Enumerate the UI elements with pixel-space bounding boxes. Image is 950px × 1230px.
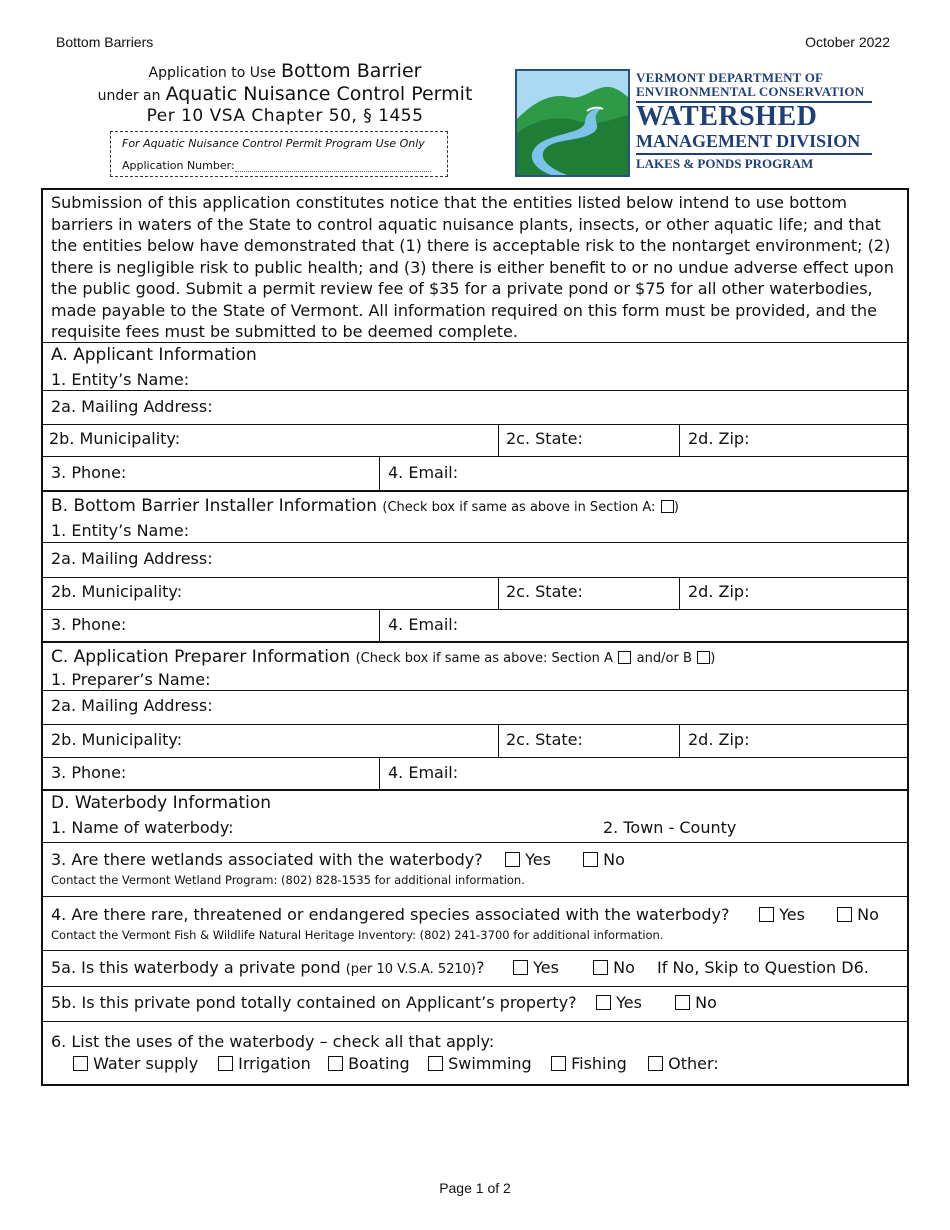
- d-q5b-no-option[interactable]: [675, 993, 717, 1012]
- use-fishing-option[interactable]: [551, 1054, 627, 1073]
- d-q3-no-checkbox[interactable]: [583, 852, 598, 867]
- a-entity-name-label: 1. Entity’s Name:: [51, 370, 190, 389]
- d-q4-note: Contact the Vermont Fish & Wildlife Natural Heritage Inventory: (802) 241-3700 for additional information.: [51, 928, 664, 942]
- use-boating-checkbox[interactable]: [328, 1056, 343, 1071]
- use-other-option[interactable]: [648, 1054, 719, 1073]
- logo-division: MANAGEMENT DIVISION: [636, 131, 861, 151]
- intro-row: [43, 190, 907, 343]
- use-other-label: Other:: [668, 1054, 719, 1073]
- d-q3-row: [43, 843, 907, 897]
- a-email-label: 4. Email:: [388, 463, 459, 482]
- vt-dec-logo: [515, 69, 875, 179]
- d-q4-no-checkbox[interactable]: [837, 907, 852, 922]
- d-q3-yes-label: Yes: [525, 850, 551, 869]
- section-c-title: C. Application Preparer Information: [51, 647, 351, 667]
- title-prefix-2: under an: [97, 87, 161, 104]
- c-same-note: (Check box if same as above: Section A: [355, 651, 613, 666]
- a-municipality-label: 2b. Municipality:: [49, 429, 181, 448]
- d-q4-yes-checkbox[interactable]: [759, 907, 774, 922]
- c-zip-label: 2d. Zip:: [688, 730, 750, 749]
- intro-text: Submission of this application constitutes notice that the entities listed below intend to use bottom barriers in waters of the State to control aquatic nuisance plants, insects, or other aquatic life; and that the entities below have demonstrated that (1) there is acceptable risk to the nontarget environment; (2) there is negligible risk to public health; and (3) there is either benefit to or no undue adverse effect upon the public good. Submit a permit review fee of $35 for a private pond or $75 for all other waterbodies, made payable to the State of Vermont. All information required on this form must be provided, and the requisite fees must be submitted to be deemed complete.: [51, 193, 894, 341]
- a-municipality-field[interactable]: [43, 425, 498, 456]
- use-fishing-checkbox[interactable]: [551, 1056, 566, 1071]
- application-number-label: Application Number:: [122, 159, 235, 172]
- c-phone-label: 3. Phone:: [51, 763, 127, 782]
- c-contact-row: [43, 758, 907, 791]
- title-statute: Per 10 VSA Chapter 50, § 1455: [146, 105, 424, 126]
- d-waterbody-name-label: 1. Name of waterbody:: [51, 818, 234, 837]
- c-address-row: [43, 725, 907, 758]
- b-state-label: 2c. State:: [506, 582, 583, 601]
- use-irrigation-checkbox[interactable]: [218, 1056, 233, 1071]
- logo-line-1: VERMONT DEPARTMENT OF: [636, 70, 824, 85]
- a-zip-label: 2d. Zip:: [688, 429, 750, 448]
- title-bottom-barrier: Bottom Barrier: [280, 60, 422, 82]
- c-municipality-label: 2b. Municipality:: [51, 730, 183, 749]
- b-zip-field[interactable]: [679, 578, 907, 609]
- c-municipality-field[interactable]: [43, 725, 498, 757]
- b-zip-label: 2d. Zip:: [688, 582, 750, 601]
- use-water-supply-label: Water supply: [93, 1054, 199, 1073]
- d-q4-no-option[interactable]: [837, 905, 879, 924]
- d-q4-yes-label: Yes: [779, 905, 805, 924]
- section-b-entity-row[interactable]: [43, 492, 907, 543]
- c-phone-field[interactable]: [43, 758, 379, 789]
- d-q5a-no-label: No: [613, 958, 635, 977]
- d-q5b-no-label: No: [695, 993, 717, 1012]
- use-irrigation-option[interactable]: [218, 1054, 311, 1073]
- c-email-field[interactable]: [379, 758, 907, 789]
- b-entity-name-label: 1. Entity’s Name:: [51, 521, 190, 540]
- a-contact-row: [43, 457, 907, 492]
- title-prefix-1: Application to Use: [148, 65, 276, 81]
- d-q5a-no-option[interactable]: [593, 958, 635, 977]
- b-mailing-row[interactable]: [43, 543, 907, 578]
- d-q5a-skip-note: If No, Skip to Question D6.: [657, 958, 869, 977]
- use-other-checkbox[interactable]: [648, 1056, 663, 1071]
- c-state-field[interactable]: [498, 725, 679, 757]
- use-boating-label: Boating: [348, 1054, 410, 1073]
- logo-program: LAKES & PONDS PROGRAM: [636, 156, 814, 171]
- c-same-close: ): [710, 651, 716, 666]
- d-q5b-yes-option[interactable]: [596, 993, 642, 1012]
- d-q5b-no-checkbox[interactable]: [675, 995, 690, 1010]
- d-q6-row: [43, 1022, 907, 1084]
- b-mailing-label: 2a. Mailing Address:: [51, 549, 213, 568]
- c-mailing-row[interactable]: [43, 691, 907, 725]
- d-q5a-label: 5a. Is this waterbody a private pond: [51, 958, 341, 977]
- section-c-title-line: [51, 647, 715, 667]
- b-address-row: [43, 578, 907, 610]
- page-number: Page 1 of 2: [439, 1180, 511, 1196]
- c-mailing-label: 2a. Mailing Address:: [51, 696, 213, 715]
- form-title: [60, 60, 510, 126]
- b-phone-label: 3. Phone:: [51, 615, 127, 634]
- a-state-field[interactable]: [498, 425, 679, 456]
- b-phone-field[interactable]: [43, 610, 379, 641]
- d-q5a-yes-label: Yes: [533, 958, 559, 977]
- section-b-title-line: [51, 496, 679, 516]
- office-use-label: For Aquatic Nuisance Control Permit Program Use Only: [122, 137, 425, 150]
- c-preparer-name-label: 1. Preparer’s Name:: [51, 670, 211, 689]
- logo-line-2: ENVIRONMENTAL CONSERVATION: [636, 84, 865, 99]
- c-same-as-b-checkbox[interactable]: [697, 651, 710, 664]
- b-municipality-label: 2b. Municipality:: [51, 582, 183, 601]
- a-phone-field[interactable]: [43, 457, 379, 490]
- a-phone-label: 3. Phone:: [51, 463, 127, 482]
- section-b-title: B. Bottom Barrier Installer Information: [51, 496, 377, 516]
- b-same-close: ): [673, 500, 679, 515]
- d-q4-yes-option[interactable]: [759, 905, 805, 924]
- use-water-supply-option[interactable]: [73, 1054, 198, 1073]
- c-same-as-a-checkbox[interactable]: [618, 651, 631, 664]
- d-q5a-yes-option[interactable]: [513, 958, 559, 977]
- d-q5a-row: [43, 951, 907, 987]
- section-d-name-row[interactable]: [43, 791, 907, 843]
- header-doc-name: Bottom Barriers: [56, 34, 154, 50]
- logo-text: [636, 71, 876, 173]
- d-q5a-no-checkbox[interactable]: [593, 960, 608, 975]
- c-email-label: 4. Email:: [388, 763, 459, 782]
- landscape-logo-icon: [515, 69, 630, 177]
- a-state-label: 2c. State:: [506, 429, 583, 448]
- use-boating-option[interactable]: [328, 1054, 410, 1073]
- d-q4-no-label: No: [857, 905, 879, 924]
- office-use-box: [110, 131, 448, 177]
- c-state-label: 2c. State:: [506, 730, 583, 749]
- d-q5a-yes-checkbox[interactable]: [513, 960, 528, 975]
- d-q5a-label-line: [51, 958, 485, 977]
- use-water-supply-checkbox[interactable]: [73, 1056, 88, 1071]
- a-zip-field[interactable]: [679, 425, 907, 456]
- d-q5a-ref: (per 10 V.S.A. 5210): [345, 962, 476, 977]
- application-form: [41, 188, 909, 1086]
- d-q6-label: 6. List the uses of the waterbody – check all that apply:: [51, 1032, 495, 1051]
- a-mailing-label: 2a. Mailing Address:: [51, 397, 213, 416]
- d-q5b-label: 5b. Is this private pond totally contained on Applicant’s property?: [51, 993, 577, 1012]
- d-town-county-label: 2. Town - County: [603, 818, 737, 837]
- d-q3-note: Contact the Vermont Wetland Program: (802) 828-1535 for additional information.: [51, 873, 525, 887]
- a-address-row: [43, 425, 907, 457]
- b-same-as-a-checkbox[interactable]: [661, 500, 674, 513]
- logo-watershed: WATERSHED: [636, 101, 818, 132]
- section-a-title: A. Applicant Information: [51, 345, 257, 365]
- d-q3-yes-option[interactable]: [505, 850, 551, 869]
- d-q3-yes-checkbox[interactable]: [505, 852, 520, 867]
- a-email-field[interactable]: [379, 457, 907, 490]
- use-swimming-option[interactable]: [428, 1054, 532, 1073]
- d-q3-no-label: No: [603, 850, 625, 869]
- use-swimming-checkbox[interactable]: [428, 1056, 443, 1071]
- b-email-field[interactable]: [379, 610, 907, 641]
- b-municipality-field[interactable]: [43, 578, 498, 609]
- header-date: October 2022: [805, 34, 890, 50]
- c-same-mid: and/or B: [636, 651, 692, 666]
- d-q5b-row: [43, 987, 907, 1022]
- a-mailing-row[interactable]: [43, 391, 907, 425]
- b-same-note: (Check box if same as above in Section A:: [382, 500, 656, 515]
- d-q5a-end: ?: [476, 958, 485, 977]
- d-q5b-yes-checkbox[interactable]: [596, 995, 611, 1010]
- d-q3-no-option[interactable]: [583, 850, 625, 869]
- d-q4-label: 4. Are there rare, threatened or endangered species associated with the waterbody?: [51, 905, 730, 924]
- application-number-field[interactable]: [235, 171, 431, 172]
- b-contact-row: [43, 610, 907, 643]
- title-permit: Aquatic Nuisance Control Permit: [165, 82, 473, 105]
- use-irrigation-label: Irrigation: [238, 1054, 311, 1073]
- b-state-field[interactable]: [498, 578, 679, 609]
- b-email-label: 4. Email:: [388, 615, 459, 634]
- section-a-entity-row[interactable]: [43, 343, 907, 391]
- use-fishing-label: Fishing: [571, 1054, 627, 1073]
- c-zip-field[interactable]: [679, 725, 907, 757]
- section-d-title: D. Waterbody Information: [51, 793, 272, 813]
- section-c-preparer-row[interactable]: [43, 643, 907, 691]
- d-q3-label: 3. Are there wetlands associated with the waterbody?: [51, 850, 483, 869]
- d-q5b-yes-label: Yes: [616, 993, 642, 1012]
- d-q4-row: [43, 897, 907, 951]
- use-swimming-label: Swimming: [448, 1054, 532, 1073]
